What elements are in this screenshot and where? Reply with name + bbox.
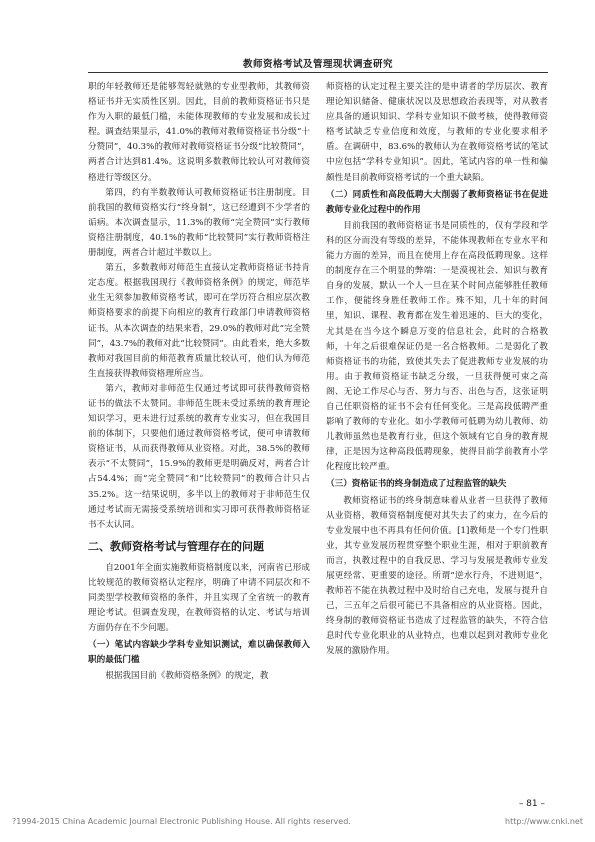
paragraph: 职的年轻教师还是能够驾轻就熟的专业型教师，其教师资格证书并无实质性区别。因此，目前的教师资格证书只是作为入职的最低门槛，未能体现教师的专业发展和成长过程。调查结果显示，41.0%的教师对教师资格证书分级“十分赞同”，40.3%的教师对教师资格证书分级“比较赞同”，两者合计达到81.4%。这说明多数教师比较认可对教师资格进行等级区分。 [88, 82, 310, 183]
page-number: – 81 – [518, 799, 545, 809]
subsection-heading: （一）笔试内容缺少学科专业知识测试，难以确保教师入职的最低门槛 [88, 640, 310, 666]
subsection-heading: （三）资格证书的终身制造成了过程监管的缺失 [326, 479, 507, 490]
paragraph: 目前我国的教师资格证书是同质性的，仅有学段和学科的区分而没有等级的差异，不能体现教师在专业水平和能力方面的差异，而且在使用上存在高段低聘现象。这样的制度存在三个明显的弊端：一是漠视社会、知识与教育自身的发展，默认一个人一旦在某个时间点能够胜任教师工作，便能终身胜任教师工作。殊不知，几十年的时间里，知识、课程、教育都在发生着迅速的、巨大的变化，尤其是在当今这个瞬息万变的信息社会，此时的合格教师，十年之后很难保证仍是一名合格教师。二是弱化了教师资格证书的功能，致使其失去了促进教师专业发展的功用。由于教师资格证书缺乏分级，一旦获得便可束之高阁、无论工作尽心与否、努力与否、出色与否，这张证明自己任职资格的证书不会有任何变化。三是高段低聘严重影响了教师的专业化。如小学教师可低聘为幼儿教师、幼儿教师虽然也是教育行业，但这个领域有它自身的教育规律，正是因为这种高段低聘现象，使得目前学前教育小学化程度比较严重。 [326, 220, 548, 473]
left-column [88, 80, 310, 685]
paragraph: 教师资格证书的终身制意味着从业者一旦获得了教师从业资格，教师资格制度便对其失去了约束力，在今后的专业发展中也不再具有任何价值。[1]教师是一个专门性职业，其专业发展历程贯穿整个职业生涯，相对于职前教育而言，执教过程中的自我反思、学习与发展是教师专业发展更经常、更重要的途径。所谓“逆水行舟，不进则退”，教师若不能在执教过程中及时给自己充电，发展与提升自己，三五年之后很可能已不具备相应的从业资格。因此，终身制的教师资格证书造成了过程监管的缺失，不符合信息时代专业化职业的从业特点，也难以起到对教师专业化发展的激励作用。 [326, 495, 548, 657]
header-rule [88, 72, 548, 73]
section-heading: 二、教师资格考试与管理存在的问题 [88, 539, 264, 553]
paragraph: 根据我国目前《教师资格条例》的规定，教 [105, 671, 269, 682]
paragraph: 第四，约有半数教师认可教师资格证书注册制度。目前我国的教师资格实行“终身制”，这已经遭到不少学者的诟病。本次调查显示，11.3%的教师“完全赞同”实行教师资格注册制度，40.1%的教师“比较赞同”实行教师资格注册制度，两者合计超过半数以上。 [88, 187, 310, 259]
footer [12, 817, 583, 826]
copyright-notice: ?1994-2015 China Academic Journal Electronic Publishing House. All rights reserved. [12, 817, 351, 826]
paragraph: 第五，多数教师对师范生直接认定教师资格证书持肯定态度。根据我国现行《教师资格条例》的规定，师范毕业生无须参加教师资格考试，即可在学历符合相应层次教师资格要求的前提下向相应的教育行政部门申请教师资格证书。从本次调查的结果来看，29.0%的教师对此“完全赞同”，43.7%的教师对此“比较赞同”。由此看来，绝大多数教师对我国目前的师范教育质量比较认可，他们认为师范生直接获得教师资格理所应当。 [88, 263, 310, 379]
footer-url: http://www.cnki.net [505, 817, 583, 826]
paragraph: 自2001年全面实施教师资格制度以来，河南省已形成比较规范的教师资格认定程序，明确了申请不同层次和不同类型学校教师资格的条件，并且实现了全省统一的教育理论考试。但调查发现，在教师资格的认定、考试与培训方面仍存在不少问题。 [88, 562, 310, 634]
subsection-heading: （二）同质性和高段低聘大大削弱了教师资格证书在促进教师专业化过程中的作用 [326, 189, 548, 215]
paragraph: 第六，教师对非师范生仅通过考试即可获得教师资格证书的做法不太赞同。非师范生既未受过系统的教育理论知识学习，更未进行过系统的教育专业实习，但在我国目前的体制下，只要他们通过教师资格考试，便可申请教师资格证书，从而获得教师从业资格。对此，38.5%的教师表示“不太赞同”，15.9%的教师更是明确反对，两者合计占54.4%；而“完全赞同”和“比较赞同”的教师合计只占35.2%。这一结果说明，多半以上的教师对于非师范生仅通过考试而无需接受系统培训和实习即可获得教师资格证书不太认同。 [88, 383, 310, 530]
paragraph: 师资格的认定过程主要关注的是申请者的学历层次、教育理论知识储备、健康状况以及思想政治表现等，对从教者应具备的通识知识、学科专业知识不做考核，使得教师资格考试缺乏专业信度和效度，与教师的专业化要求相矛盾。在调研中，83.6%的教师认为在教师资格考试的笔试中应包括“学科专业知识”。因此，笔试内容的单一性和偏颇性是目前教师资格考试的一个重大缺陷。 [326, 82, 548, 183]
running-head: 教师资格考试及管理现状调查研究 [242, 59, 393, 70]
right-column [326, 80, 548, 660]
